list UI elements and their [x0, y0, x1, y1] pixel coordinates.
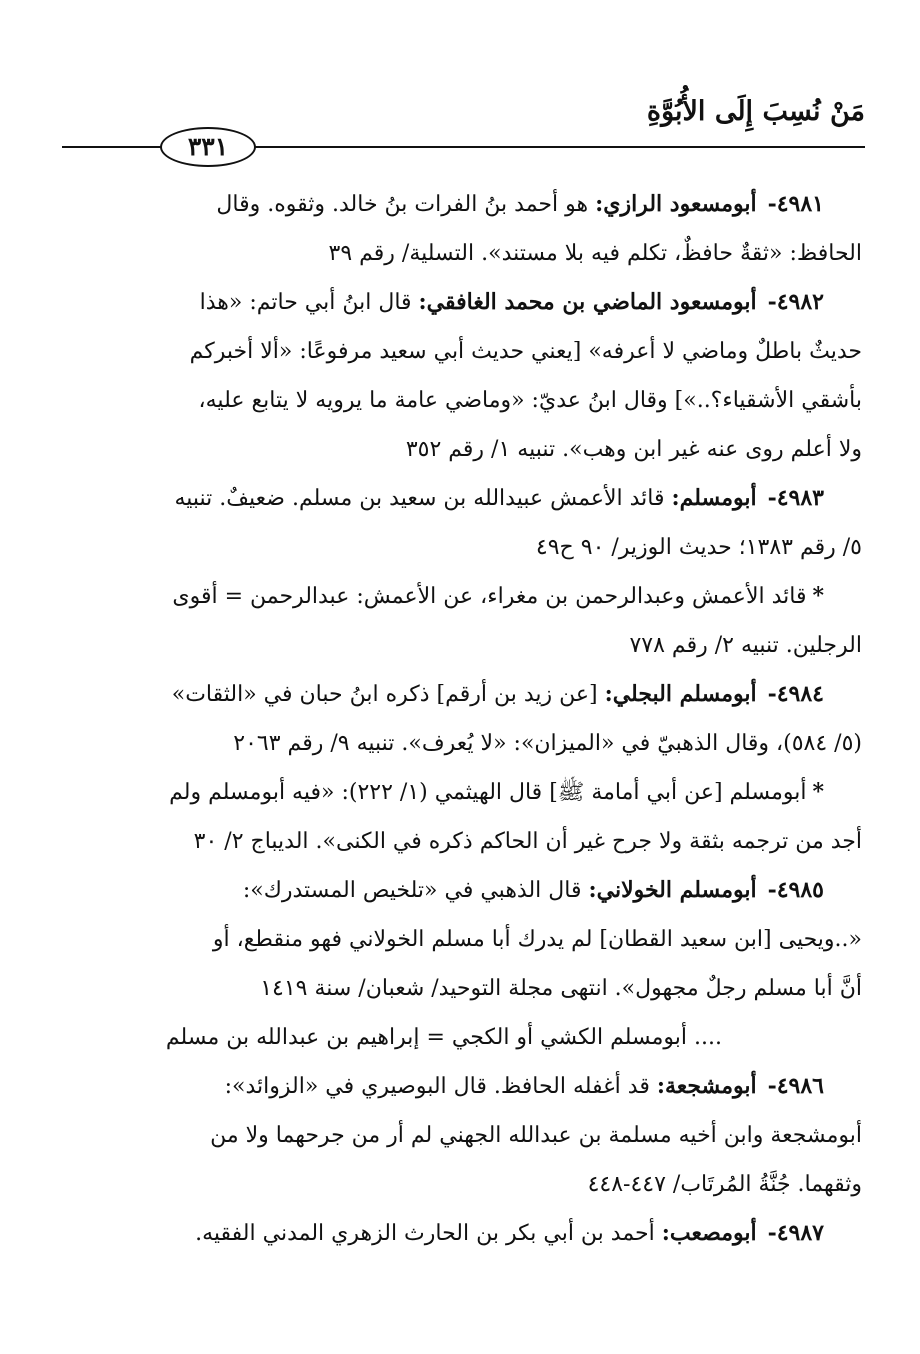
- entry-line: [95, 572, 862, 621]
- entry: [95, 768, 862, 866]
- entry-line: [95, 768, 862, 817]
- entry-text: أجد من ترجمه بثقة ولا جرح غير أن الحاكم ذكره في الكنى». الديباج ٢/ ٣٠: [193, 829, 862, 854]
- entry-line: [95, 915, 862, 964]
- entry-text: ٥/ رقم ١٣٨٣؛ حديث الوزير/ ٩٠ ح٤٩: [535, 535, 862, 560]
- entry-text: ولا أعلم روى عنه غير ابن وهب». تنبيه ١/ رقم ٣٥٢: [405, 437, 862, 462]
- entry-name: أبومصعب:: [661, 1220, 757, 1246]
- entry-text: «..ويحيى [ابن سعيد القطان] لم يدرك أبا مسلم الخولاني فهو منقطع، أو: [212, 927, 862, 952]
- entry: [95, 1013, 862, 1062]
- entry-text: حديثٌ باطلٌ وماضي لا أعرفه» [يعني حديث أبي سعيد مرفوعًا: «ألا أخبركم: [189, 339, 862, 364]
- entry-line: [95, 817, 862, 866]
- entry-name: أبومشجعة:: [656, 1073, 757, 1099]
- entry: [95, 180, 862, 278]
- entry-text: [عن زيد بن أرقم] ذكره ابنُ حبان في «الثقات»: [171, 682, 598, 707]
- entry-line: [95, 719, 862, 768]
- bullet-star: *: [812, 583, 824, 609]
- page-number: ٣٣١: [160, 127, 256, 167]
- entry-line: [95, 180, 862, 229]
- entry-text: الرجلين. تنبيه ٢/ رقم ٧٧٨: [629, 633, 862, 658]
- entry-number: ٤٩٨٤-: [767, 681, 824, 707]
- entry-name: أبومسعود الرازي:: [595, 191, 757, 217]
- entry-line: [95, 1013, 862, 1062]
- entry-text: أبومشجعة وابن أخيه مسلمة بن عبدالله الجهني لم أر من جرحهما ولا من: [210, 1123, 862, 1148]
- entry: [95, 278, 862, 474]
- entry-text: قال الذهبي في «تلخيص المستدرك»:: [242, 878, 582, 903]
- entry-line: [95, 670, 862, 719]
- entry-number: ٤٩٨٦-: [767, 1073, 824, 1099]
- entry-number: ٤٩٨٧-: [767, 1220, 824, 1246]
- entry-name: أبومسلم البجلي:: [604, 681, 757, 707]
- entry-name: أبومسعود الماضي بن محمد الغافقي:: [418, 289, 757, 315]
- entry: [95, 670, 862, 768]
- entry-text: أنَّ أبا مسلم رجلٌ مجهول». انتهى مجلة التوحيد/ شعبان/ سنة ١٤١٩: [260, 976, 862, 1001]
- entry-text: أبومسلم [عن أبي أمامة ﷺ] قال الهيثمي (١/ ٢٢٢): «فيه أبومسلم ولم: [169, 780, 807, 805]
- entry-text: أحمد بن أبي بكر بن الحارث الزهري المدني الفقيه.: [195, 1221, 655, 1246]
- entry-line: [95, 1111, 862, 1160]
- entry-text: الحافظ: «ثقةٌ حافظٌ، تكلم فيه بلا مستند». التسلية/ رقم ٣٩: [328, 241, 862, 266]
- running-title: مَنْ نُسِبَ إِلَى الأُبُوَّةِ: [646, 96, 865, 127]
- entry: [95, 1209, 862, 1258]
- entry-line: [95, 474, 862, 523]
- entry-line: [95, 964, 862, 1013]
- entry-number: ٤٩٨٣-: [767, 485, 824, 511]
- entry-number: ٤٩٨٥-: [767, 877, 824, 903]
- entry-text: بأشقي الأشقياء؟..»] وقال ابنُ عديّ: «وماضي عامة ما يرويه لا يتابع عليه،: [198, 388, 862, 413]
- entry-line: [95, 327, 862, 376]
- entry: [95, 572, 862, 670]
- entry-number: ٤٩٨٢-: [767, 289, 824, 315]
- entries-list: [95, 180, 862, 1258]
- entry-text: قائد الأعمش وعبدالرحمن بن مغراء، عن الأعمش: عبدالرحمن = أقوى: [172, 584, 807, 609]
- entry-line: [95, 1209, 862, 1258]
- entry: [95, 866, 862, 1013]
- entry-line: [95, 278, 862, 327]
- entry-text: (٥/ ٥٨٤)، وقال الذهبيّ في «الميزان»: «لا يُعرف». تنبيه ٩/ رقم ٢٠٦٣: [233, 731, 862, 756]
- entry-line: [95, 376, 862, 425]
- entry-number: ٤٩٨١-: [767, 191, 824, 217]
- entry-line: [95, 1160, 862, 1209]
- entry-text: قد أغفله الحافظ. قال البوصيري في «الزوائد»:: [224, 1074, 650, 1099]
- entry-line: [95, 523, 862, 572]
- bullet-star: *: [812, 779, 824, 805]
- entry: [95, 1062, 862, 1209]
- entry-line: [95, 866, 862, 915]
- entry: [95, 474, 862, 572]
- entry-name: أبومسلم:: [671, 485, 757, 511]
- entry-name: أبومسلم الخولاني:: [588, 877, 757, 903]
- entry-line: [95, 1062, 862, 1111]
- cross-ref-dots: ....: [694, 1025, 722, 1050]
- entry-line: [95, 425, 862, 474]
- entry-line: [95, 229, 862, 278]
- entry-text: أبومسلم الكشي أو الكجي = إبراهيم بن عبدالله بن مسلم: [165, 1025, 688, 1050]
- entry-text: قال ابنُ أبي حاتم: «هذا: [199, 290, 412, 315]
- entry-line: [95, 621, 862, 670]
- entry-text: وثقهما. جُنَّةُ المُرتَاب/ ٤٤٧-٤٤٨: [587, 1172, 862, 1197]
- entry-text: قائد الأعمش عبيدالله بن سعيد بن مسلم. ضعيفٌ. تنبيه: [174, 486, 665, 511]
- entry-text: هو أحمد بنُ الفرات بنُ خالد. وثقوه. وقال: [216, 192, 589, 217]
